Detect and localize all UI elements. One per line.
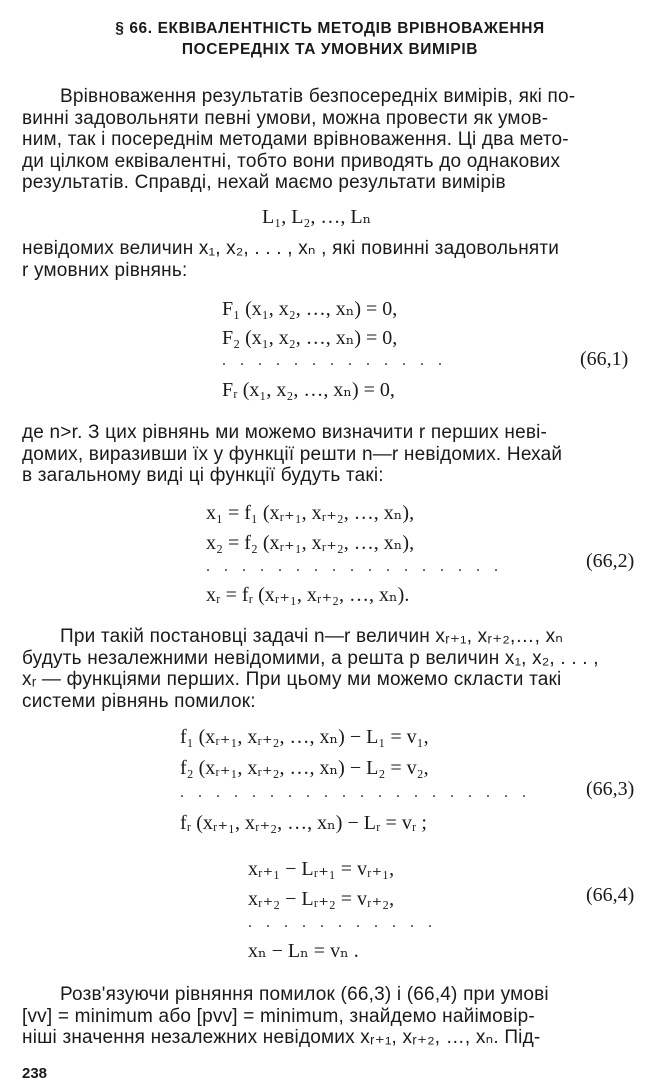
section-title-line-2: ПОСЕРЕДНІХ ТА УМОВНИХ ВИМІРІВ [181,41,479,58]
text-line: Врівноваження результатів безпосередніх вимірів, які по- [60,86,576,107]
equation-line: xᵣ = fᵣ (xᵣ₊₁, xᵣ₊₂, …, xₙ). [206,584,410,606]
section-title [0,18,660,60]
text-line: [vv] = minimum або [pvv] = minimum, знайдемо найімовір- [22,1005,535,1027]
equation-line: Fᵣ (x₁, x₂, …, xₙ) = 0, [222,379,395,401]
equation-line: x₂ = f₂ (xᵣ₊₁, xᵣ₊₂, …, xₙ), [206,532,415,554]
equation-number: (66,2) [586,550,635,572]
equation-line: xᵣ₊₁ − Lᵣ₊₁ = vᵣ₊₁, [248,858,395,880]
ellipsis-dots: . . . . . . . . . . . . . . . . . . . . [180,784,531,801]
text-line: ніші значення незалежних невідомих xᵣ₊₁, xᵣ₊₂, …, xₙ. Під- [22,1027,541,1048]
text-line: в загальному виді ці функції будуть такі: [22,465,384,486]
equation-line: F₂ (x₁, x₂, …, xₙ) = 0, [222,327,398,349]
paragraph-1 [22,86,638,194]
text-line: будуть незалежними невідомими, а решта p величин x₁, x₂, . . . , [22,647,599,669]
text-line: винні задовольняти певні умови, можна провести як умов- [22,107,549,129]
text-line: При такій постановці задачі n—r величин xᵣ₊₁, xᵣ₊₂,…, xₙ [60,626,564,647]
text-line: результатів. Справді, нехай маємо результати вимірів [22,172,506,193]
equation-number: (66,4) [586,884,635,906]
text-line: xᵣ — функціями перших. При цьому ми можемо скласти такі [22,669,562,690]
text-line: ним, так і посереднім методами врівноваження. Ці два мето- [22,129,569,150]
equation-line: x₁ = f₁ (xᵣ₊₁, xᵣ₊₂, …, xₙ), [206,502,415,524]
ellipsis-dots: . . . . . . . . . . . . . [222,352,447,369]
section-title-line-1: § 66. ЕКВІВАЛЕНТНІСТЬ МЕТОДІВ ВРІВНОВАЖЕННЯ [115,20,545,37]
ellipsis-dots: . . . . . . . . . . . [248,914,437,931]
paragraph-3 [22,422,638,487]
equation-number: (66,3) [586,778,635,800]
text-line: ди цілком еквівалентні, тобто вони приводять до однакових [22,150,561,172]
text-line: домих, виразивши їх у функції решти n—r невідомих. Нехай [22,443,563,465]
text-line: невідомих величин x₁, x₂, . . . , xₙ , які повинні задовольняти [22,238,560,259]
equation-line: xₙ − Lₙ = vₙ . [248,940,359,962]
equation-measurements: L₁, L₂, …, Lₙ [262,206,372,228]
equation-number: (66,1) [580,348,629,370]
paragraph-5 [22,984,638,1049]
paragraph-2 [22,238,638,281]
text-line: r умовних рівнянь: [22,259,188,281]
paragraph-4 [22,626,638,712]
equation-line: fᵣ (xᵣ₊₁, xᵣ₊₂, …, xₙ) − Lᵣ = vᵣ ; [180,812,427,834]
page-number: 238 [22,1065,48,1082]
text-line: системи рівнянь помилок: [22,690,256,712]
ellipsis-dots: . . . . . . . . . . . . . . . . . [206,558,503,575]
equation-line: f₁ (xᵣ₊₁, xᵣ₊₂, …, xₙ) − L₁ = v₁, [180,726,429,748]
equation-line: xᵣ₊₂ − Lᵣ₊₂ = vᵣ₊₂, [248,888,395,910]
equation-line: f₂ (xᵣ₊₁, xᵣ₊₂, …, xₙ) − L₂ = v₂, [180,757,429,779]
equation-line: F₁ (x₁, x₂, …, xₙ) = 0, [222,298,398,320]
text-line: Розв'язуючи рівняння помилок (66,3) і (66,4) при умові [60,984,549,1005]
text-line: де n>r. З цих рівнянь ми можемо визначити r перших неві- [22,422,548,443]
